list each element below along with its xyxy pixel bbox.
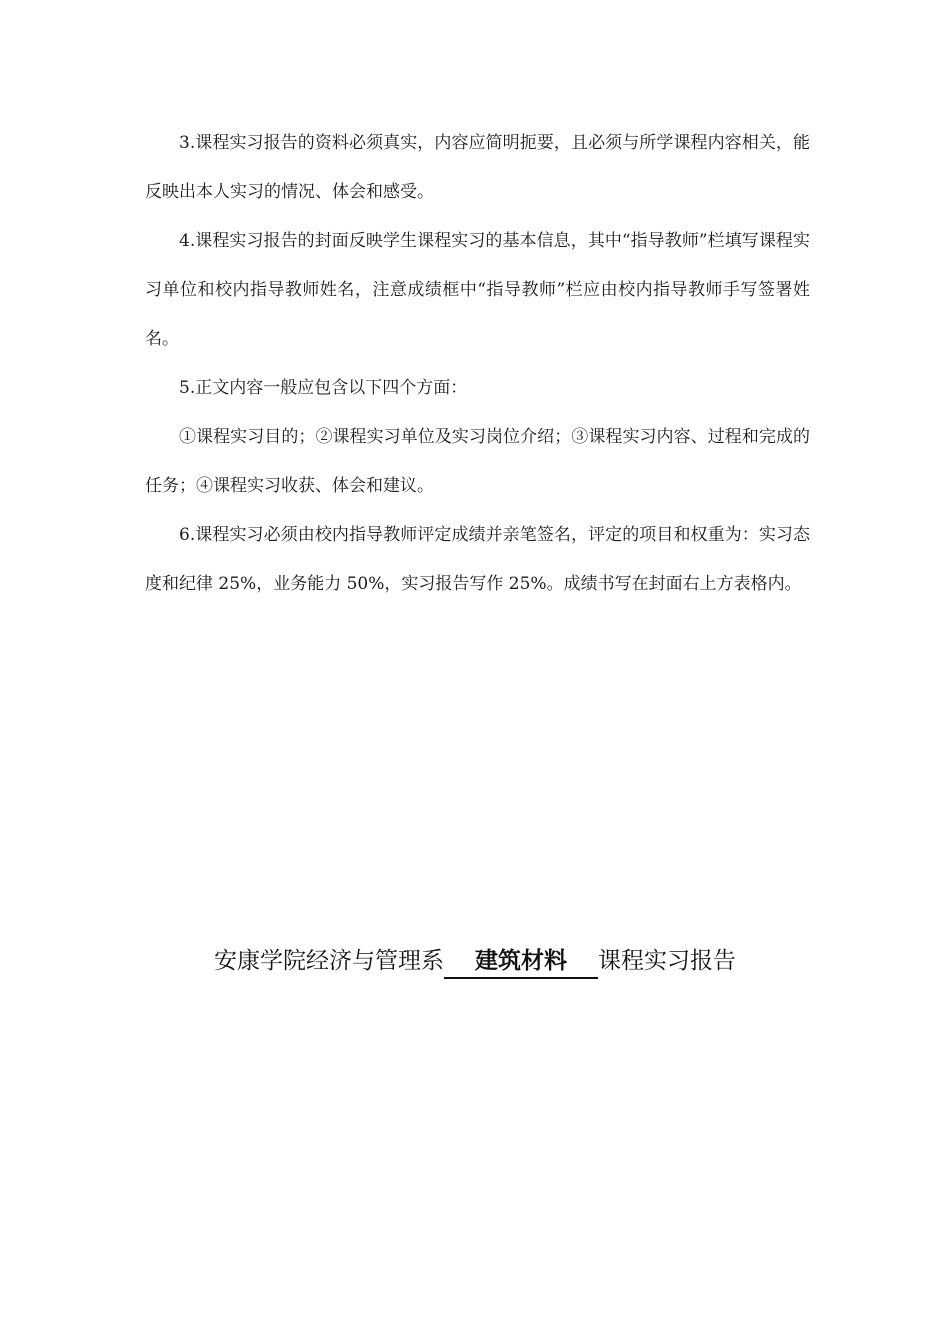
instruction-paragraph-5-items: ①课程实习目的；②课程实习单位及实习岗位介绍；③课程实习内容、过程和完成的任务；④课程实习收获、体会和建议。 — [145, 427, 810, 496]
cover-title-suffix: 课程实习报告 — [598, 948, 736, 974]
instruction-paragraph-6: 6.课程实习必须由校内指导教师评定成绩并亲笔签名，评定的项目和权重为：实习态度和纪律 25%，业务能力 50%，实习报告写作 25%。成绩书写在封面右上方表格内。 — [145, 525, 810, 594]
cover-title-prefix: 安康学院经济与管理系 — [214, 948, 444, 974]
instructions-section — [145, 119, 810, 609]
instruction-paragraph-4: 4.课程实习报告的封面反映学生课程实习的基本信息，其中“指导教师”栏填写课程实习单位和校内指导教师姓名，注意成绩框中“指导教师”栏应由校内指导教师手写签署姓名。 — [145, 231, 810, 349]
cover-title — [0, 941, 950, 981]
instruction-paragraph-5: 5.正文内容一般应包含以下四个方面： — [179, 378, 468, 398]
instruction-paragraph-3: 3.课程实习报告的资料必须真实，内容应简明扼要，且必须与所学课程内容相关，能反映出本人实习的情况、体会和感受。 — [145, 133, 810, 202]
course-name: 建筑材料 — [444, 945, 598, 979]
